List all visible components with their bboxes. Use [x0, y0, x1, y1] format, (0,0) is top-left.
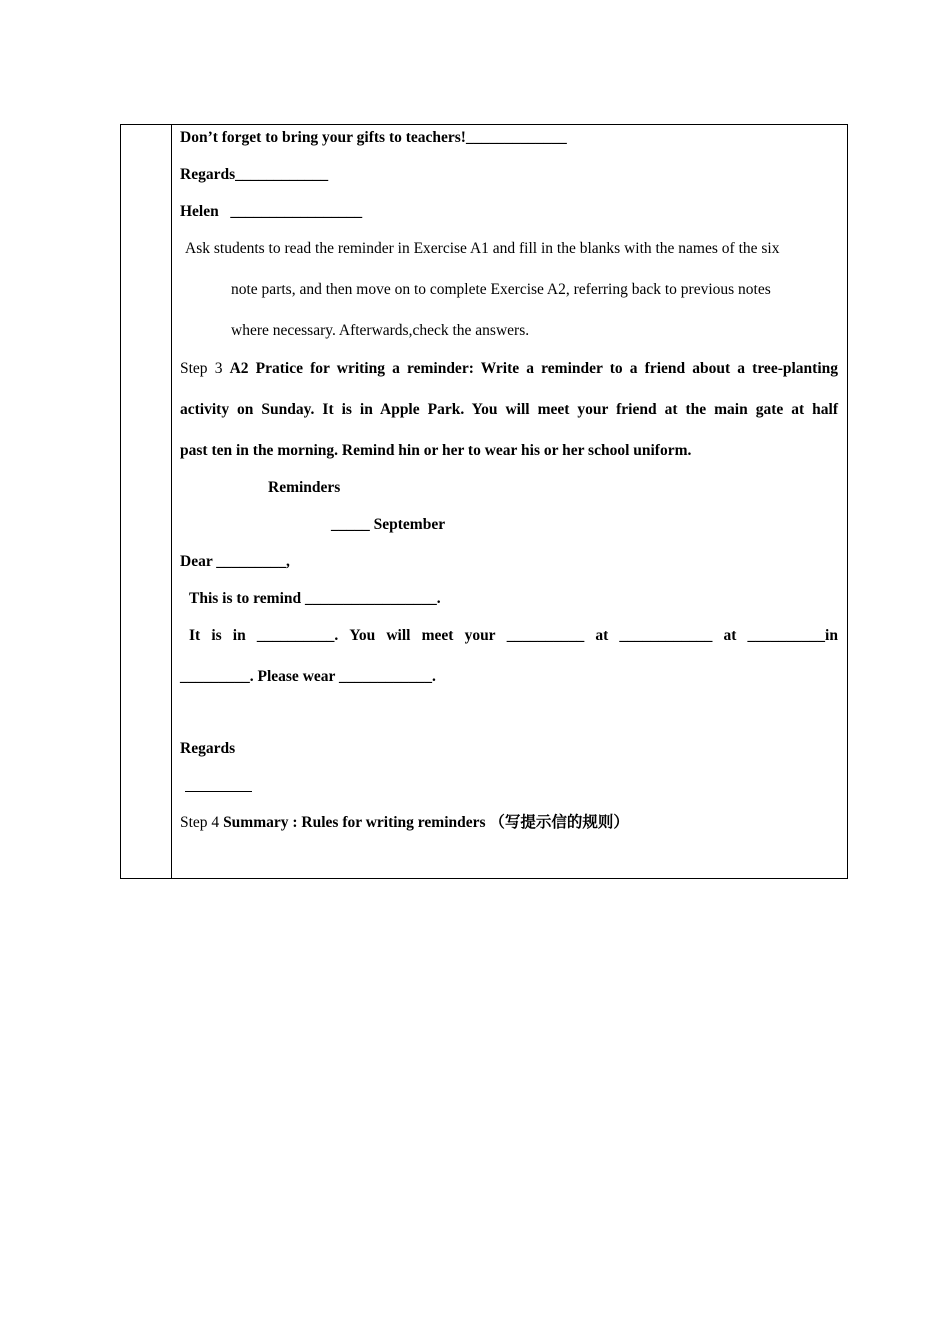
signature-blank	[185, 791, 252, 792]
step4-line	[180, 813, 629, 833]
regards-label: Regards	[180, 740, 236, 757]
meet-word: in	[232, 627, 246, 644]
dear-line: Dear _________,	[180, 553, 290, 570]
meet-word: is	[211, 627, 222, 644]
step3-line-1	[180, 359, 838, 379]
meet-line	[189, 626, 838, 646]
reminders-heading: Reminders	[268, 479, 341, 496]
instruction-line-3: where necessary. Afterwards,check the answers.	[231, 322, 530, 339]
step4-title: Summary : Rules for writing reminders （写提示信的规则）	[223, 814, 629, 831]
instruction-line-1: Ask students to read the reminder in Exercise A1 and fill in the blanks with the names of the six	[185, 240, 780, 257]
remind-line: This is to remind _________________.	[189, 590, 441, 607]
meet-word: ____________	[619, 627, 713, 644]
step3-prefix: Step 3	[180, 360, 230, 377]
meet-word: at	[595, 627, 609, 644]
meet-word: __________	[506, 627, 585, 644]
helen-line: Helen _________________	[180, 203, 363, 220]
meet-word: __________.	[256, 627, 339, 644]
step3-title: A2 Pratice for writing a reminder: Write a reminder to a friend about a tree-planting	[229, 360, 838, 377]
step4-prefix: Step 4	[180, 814, 224, 831]
meet-word: You	[349, 627, 376, 644]
meet-word: your	[464, 627, 496, 644]
meet-word: __________in	[747, 627, 838, 644]
meet-word: will	[386, 627, 411, 644]
instruction-line-2: note parts, and then move on to complete Exercise A2, referring back to previous notes	[231, 281, 771, 298]
step3-line-2: activity on Sunday. It is in Apple Park. You will meet your friend at the main gate at half	[180, 401, 838, 418]
lesson-table	[120, 124, 848, 879]
gifts-line: Don’t forget to bring your gifts to teachers!_____________	[180, 129, 567, 146]
meet-word: meet	[421, 627, 454, 644]
step3-line-3: past ten in the morning. Remind hin or her to wear his or her school uniform.	[180, 442, 692, 459]
date-line: _____ September	[331, 516, 446, 533]
regards-signoff-line: Regards____________	[180, 166, 329, 183]
meet-word: It	[189, 627, 201, 644]
meet-word: at	[723, 627, 737, 644]
table-left-column	[121, 125, 172, 878]
wear-line: _________. Please wear ____________.	[180, 668, 436, 685]
